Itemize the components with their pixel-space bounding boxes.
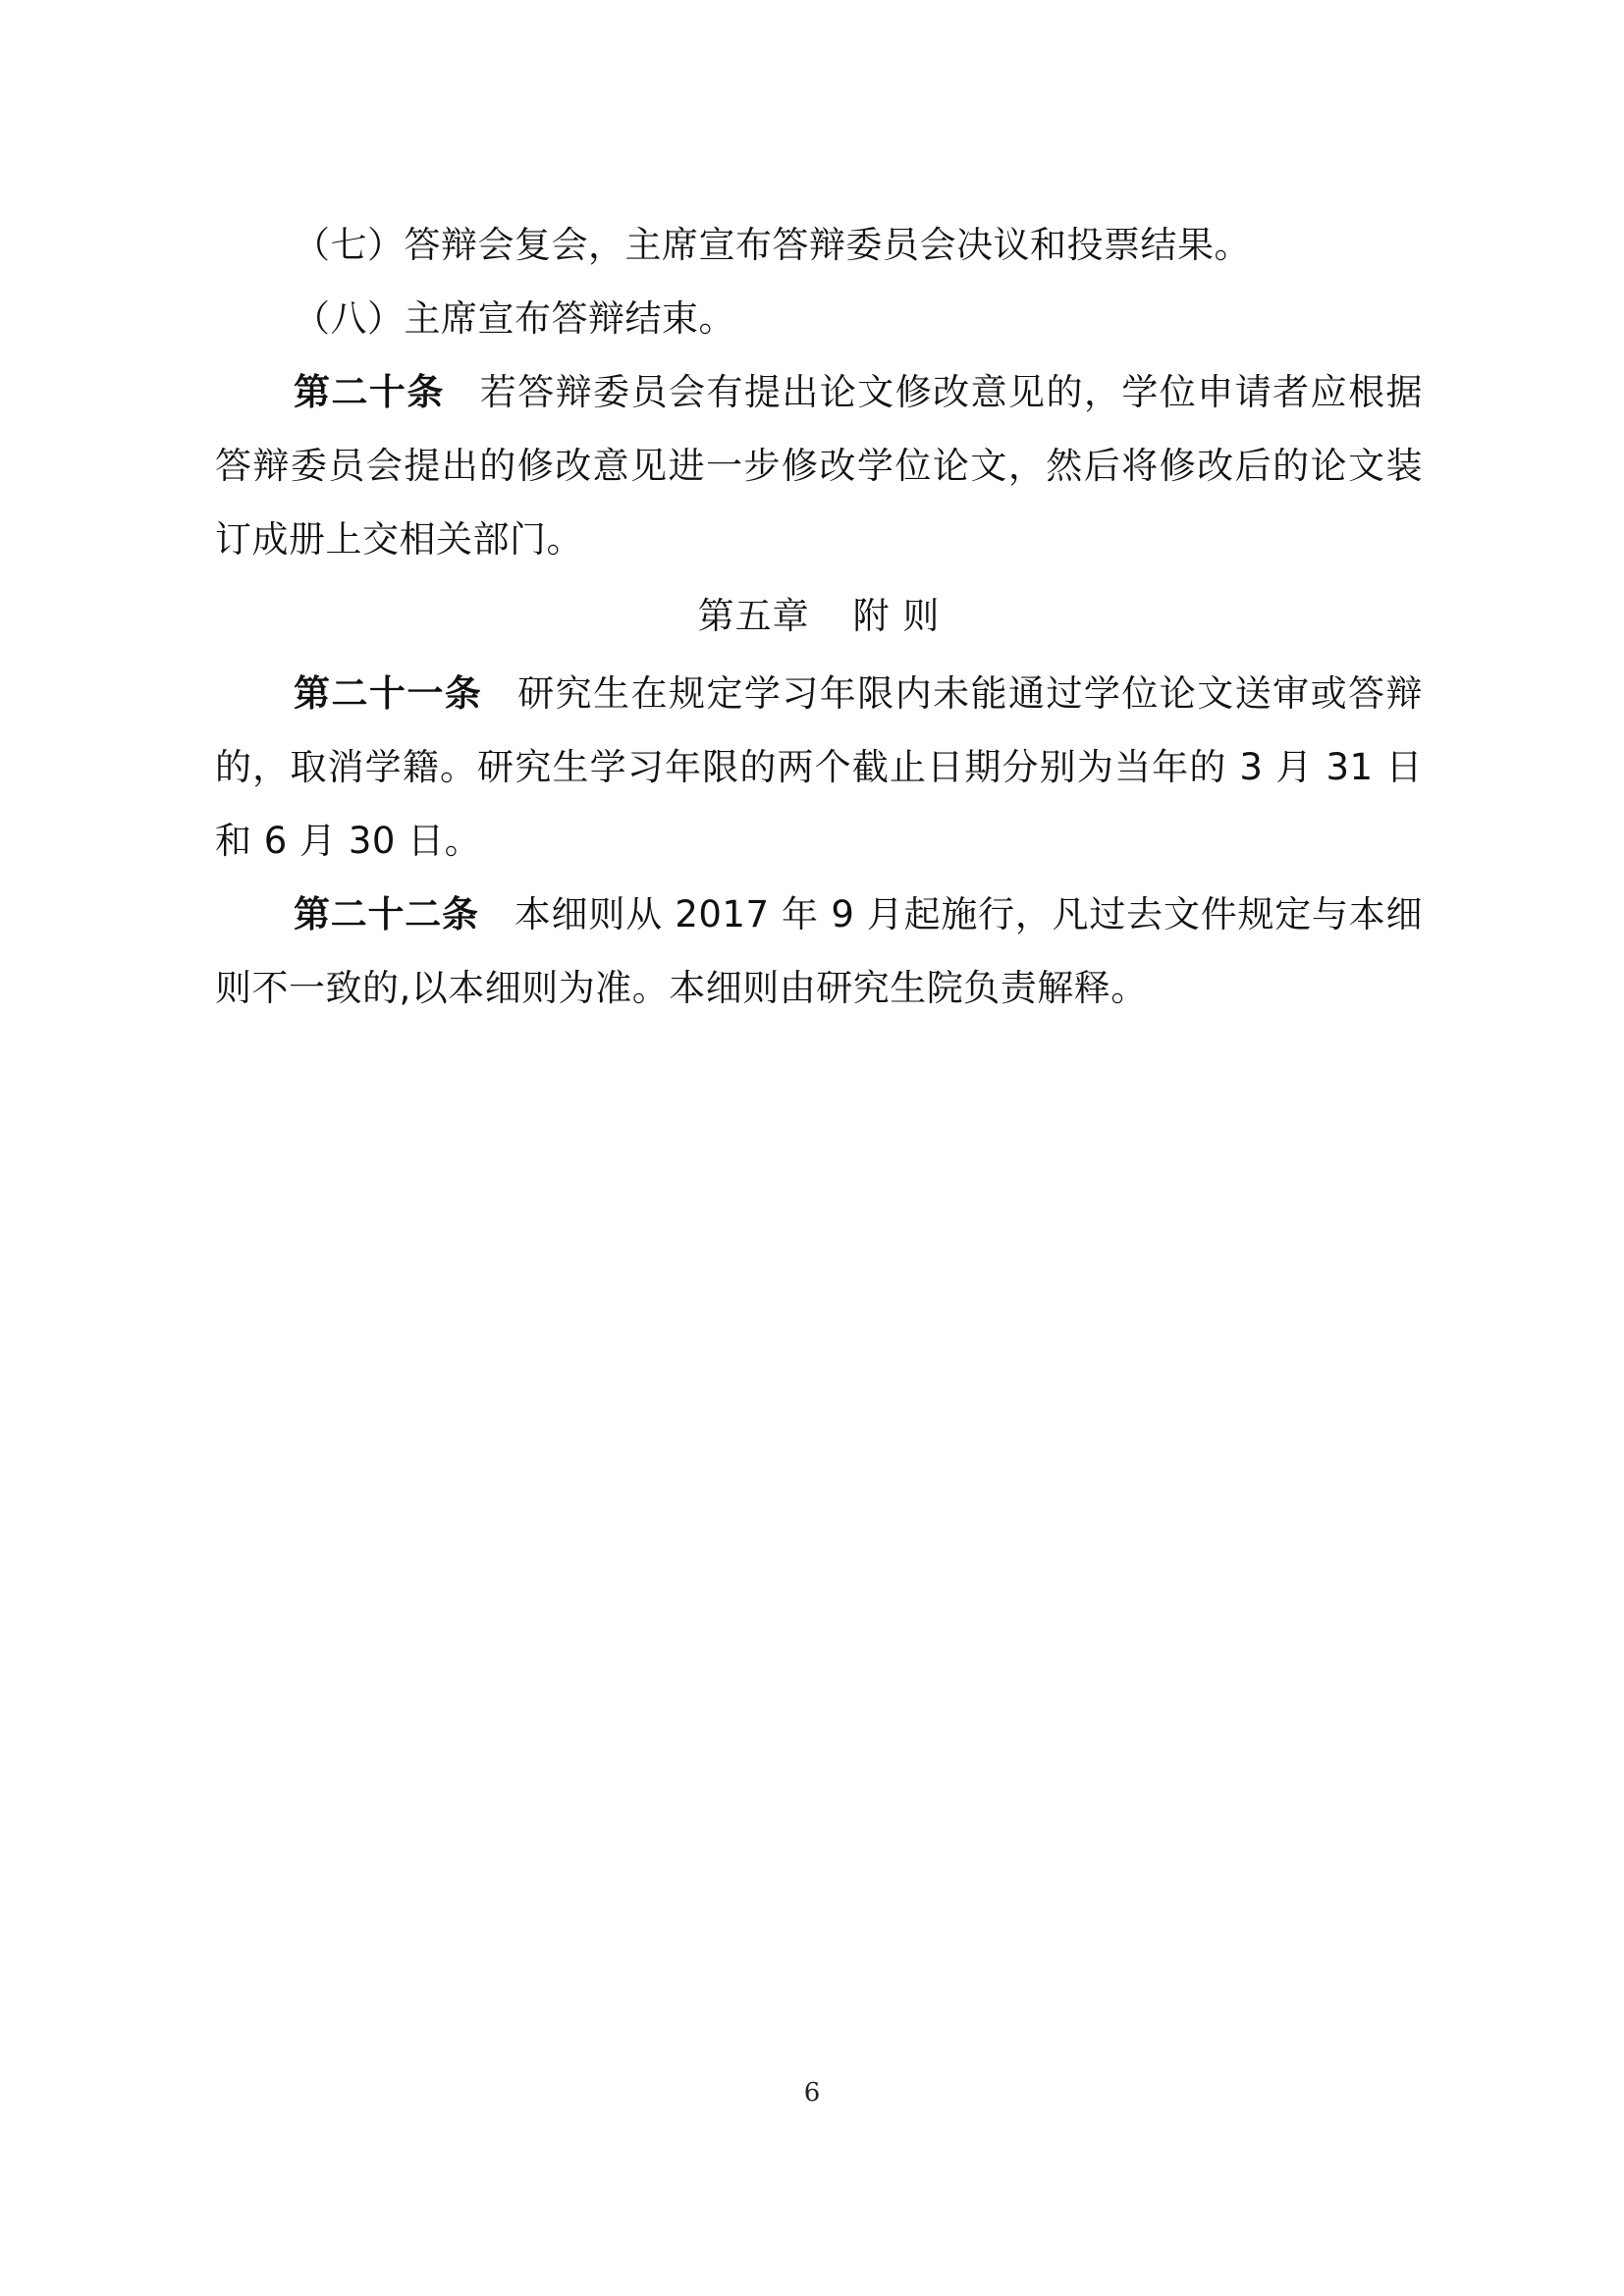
article-twenty-one-text: 研究生在规定学习年限内未能通过学位论文送审或答辩的，取消学籍。研究生学习年限的两个截止日期分别为当年的 3 月 31 日和 6 月 30 日。: [215, 672, 1424, 862]
item-eight-text: （八）主席宣布答辩结束。: [294, 297, 735, 340]
list-item: [215, 282, 1423, 355]
article-twenty-label: 第二十条: [294, 371, 445, 413]
document-body: [215, 208, 1423, 1025]
item-seven-text: （七）答辩会复会，主席宣布答辩委员会决议和投票结果。: [294, 224, 1251, 266]
article-twenty-one: [215, 657, 1423, 878]
article-twenty-text: 若答辩委员会有提出论文修改意见的，学位申请者应根据答辩委员会提出的修改意见进一步修改学位论文，然后将修改后的论文装订成册上交相关部门。: [215, 371, 1424, 561]
page-number: 6: [803, 2078, 821, 2108]
article-twenty-two-label: 第二十二条: [294, 893, 479, 935]
chapter-title-right: 附 则: [852, 595, 941, 637]
article-twenty-two: [215, 878, 1423, 1025]
article-twenty-one-label: 第二十一条: [294, 672, 483, 715]
list-item: [215, 208, 1423, 282]
chapter-title-left: 第五章: [697, 595, 810, 637]
chapter-heading: [215, 576, 1423, 657]
article-twenty-two-text: 本细则从 2017 年 9 月起施行，凡过去文件规定与本细则不一致的,以本细则为准。本细则由研究生院负责解释。: [215, 893, 1423, 1009]
article-twenty: [215, 355, 1423, 576]
